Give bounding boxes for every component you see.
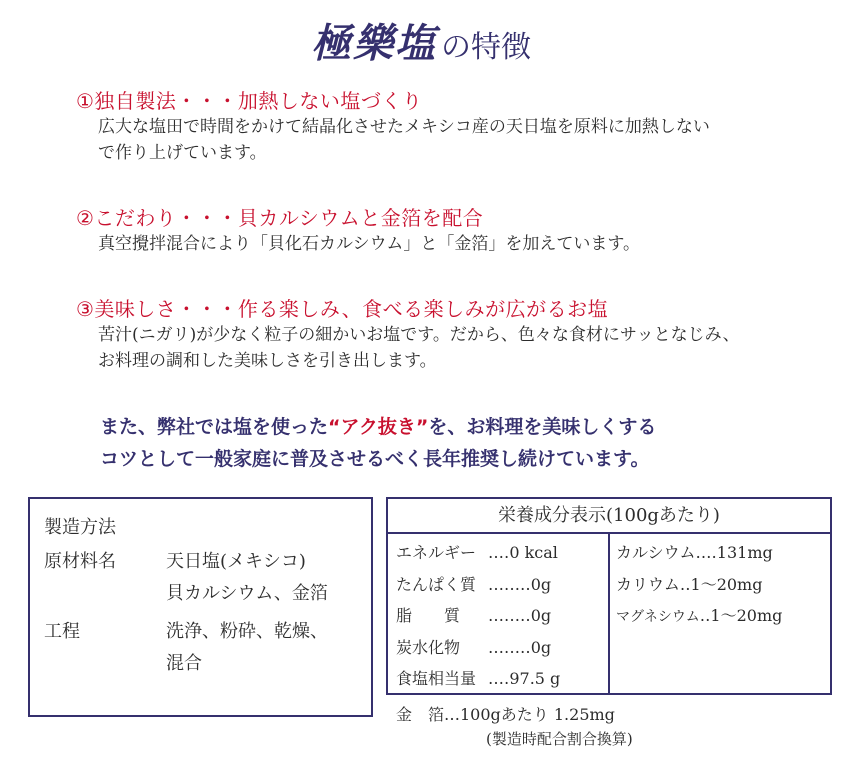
material-label: 原材料名 (44, 551, 116, 572)
feature-body (98, 231, 796, 257)
nutrition-right-column (616, 537, 828, 634)
feature-3 (76, 296, 796, 374)
summary-line-1: また、弊社では塩を使った“アク抜き”を、お料理を美味しくする (100, 416, 657, 438)
process-value: 洗浄、粉砕、乾燥、 (166, 621, 328, 642)
nutrition-left-column (396, 537, 604, 695)
material-value: 天日塩(メキシコ) (166, 551, 306, 572)
feature-body (98, 114, 796, 166)
nutrition-row: 炭水化物 ‥‥‥‥0g (396, 637, 552, 657)
feature-1 (76, 88, 796, 166)
nutrition-row: カルシウム‥‥131mg (616, 543, 773, 562)
page-title (0, 12, 842, 69)
feature-2 (76, 205, 796, 257)
feature-line: 広大な塩田で時間をかけて結晶化させたメキシコ産の天日塩を原料に加熱しない (98, 117, 710, 137)
nutrition-header: 栄養成分表示(100gあたり) (388, 499, 830, 534)
summary-statement (100, 411, 820, 475)
aku-nuki-highlight: “アク抜き” (328, 416, 429, 438)
nutrition-row: マグネシウム‥1〜20mg (616, 606, 783, 625)
method-title: 製造方法 (44, 517, 116, 538)
nutrition-divider (608, 534, 610, 695)
process-label: 工程 (44, 621, 80, 642)
title-suffix: の特徴 (441, 30, 531, 65)
gold-leaf-note: 金 箔…100gあたり 1.25mg (396, 705, 615, 724)
process-value: 混合 (166, 653, 202, 674)
feature-line: 苦汁(ニガリ)が少なく粒子の細かいお塩です。だから、色々な食材にサッとなじみ、 (98, 325, 740, 345)
summary-line-2: コツとして一般家庭に普及させるべく長年推奨し続けています。 (100, 448, 650, 470)
feature-heading: ①独自製法・・・加熱しない塩づくり (76, 89, 423, 113)
feature-line: で作り上げています。 (98, 143, 267, 163)
nutrition-row: たんぱく質 ‥‥‥‥0g (396, 574, 552, 594)
feature-heading: ③美味しさ・・・作る楽しみ、食べる楽しみが広がるお塩 (76, 297, 609, 321)
feature-heading: ②こだわり・・・貝カルシウムと金箔を配合 (76, 206, 484, 230)
feature-body (98, 322, 796, 374)
nutrition-row: 脂 質 ‥‥‥‥0g (396, 606, 552, 625)
material-value: 貝カルシウム、金箔 (166, 583, 328, 604)
nutrition-row: 食塩相当量 ‥‥97.5 g (396, 669, 561, 688)
nutrition-row: エネルギー ‥‥0 kcal (396, 543, 558, 562)
feature-line: お料理の調和した美味しさを引き出します。 (98, 351, 437, 371)
manufacturing-method-box (28, 497, 373, 717)
nutrition-facts-box (386, 497, 832, 695)
gold-leaf-note-basis: (製造時配合割合換算) (486, 730, 633, 748)
nutrition-row: カリウム‥1〜20mg (616, 574, 763, 594)
brand-name: 極樂塩 (311, 20, 437, 67)
feature-line: 真空攪拌混合により「貝化石カルシウム」と「金箔」を加えています。 (98, 234, 641, 254)
